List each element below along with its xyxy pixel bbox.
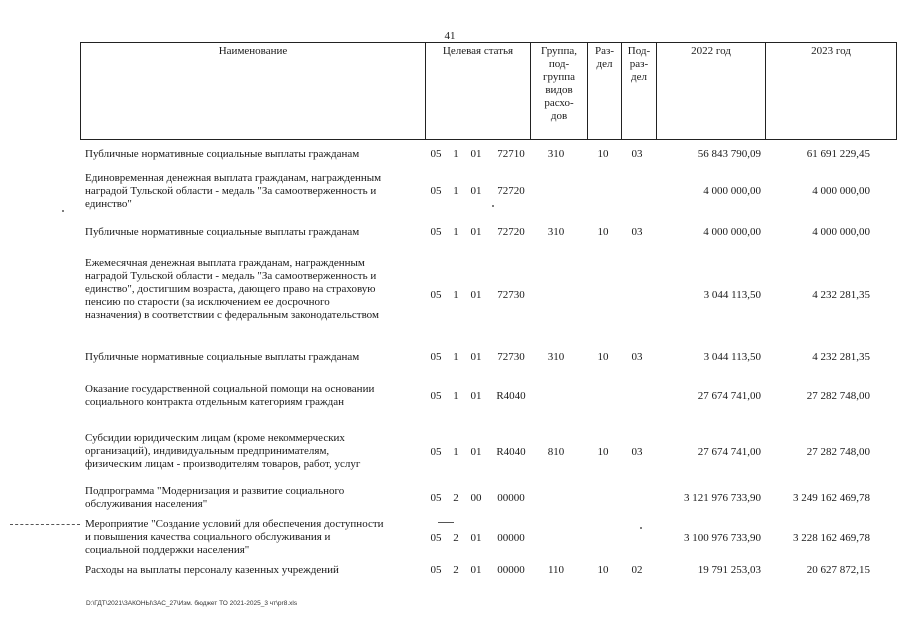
row-name-line: назначения) в соответствии с федеральным законодательством xyxy=(85,309,379,321)
cell-program: 05 xyxy=(430,532,442,544)
cell-direction: R4040 xyxy=(496,446,526,458)
cell-program: 05 xyxy=(430,351,442,363)
cell-2023: 27 282 748,00 xyxy=(806,446,870,458)
cell-2023: 4 000 000,00 xyxy=(812,226,870,238)
cell-program: 05 xyxy=(430,289,442,301)
scan-artifact-dot xyxy=(492,205,494,207)
cell-subprogram: 1 xyxy=(453,289,459,301)
cell-subprogram: 1 xyxy=(453,226,459,238)
cell-direction: 72710 xyxy=(497,148,525,160)
cell-direction: 72730 xyxy=(497,289,525,301)
cell-measure: 01 xyxy=(470,148,482,160)
table-row xyxy=(85,564,895,577)
cell-2022: 4 000 000,00 xyxy=(703,185,761,197)
cell-subprogram: 2 xyxy=(453,532,459,544)
header-group-line: видов xyxy=(545,84,573,96)
cell-2023: 3 228 162 469,78 xyxy=(793,532,870,544)
row-name-line: пенсию по старости (за исключением ее досрочного xyxy=(85,296,330,308)
row-name-line: Публичные нормативные социальные выплаты гражданам xyxy=(85,148,360,160)
cell-podrazdel: 03 xyxy=(631,351,643,363)
cell-measure: 01 xyxy=(470,351,482,363)
row-name xyxy=(85,226,425,239)
row-name xyxy=(85,148,425,161)
row-name-line: Ежемесячная денежная выплата гражданам, награжденным xyxy=(85,257,365,269)
cell-razdel: 10 xyxy=(597,446,609,458)
row-name-line: Единовременная денежная выплата гражданам, награжденным xyxy=(85,172,382,184)
cell-2023: 4 000 000,00 xyxy=(812,185,870,197)
cell-podrazdel: 03 xyxy=(631,226,643,238)
cell-2022: 56 843 790,09 xyxy=(697,148,761,160)
cell-2022: 27 674 741,00 xyxy=(697,446,761,458)
cell-2023: 4 232 281,35 xyxy=(812,289,870,301)
cell-2022: 19 791 253,03 xyxy=(697,564,761,576)
row-name-line: физическим лицам - производителям товаров, работ, услуг xyxy=(85,458,361,470)
scan-artifact-dot xyxy=(640,527,642,529)
header-group-line: под- xyxy=(548,58,570,70)
cell-razdel: 10 xyxy=(597,226,609,238)
header-group-line: дов xyxy=(550,110,568,122)
cell-2022: 4 000 000,00 xyxy=(703,226,761,238)
cell-program: 05 xyxy=(430,390,442,402)
header-razdel-line: Раз- xyxy=(594,45,614,57)
row-name xyxy=(85,432,425,471)
cell-measure: 01 xyxy=(470,446,482,458)
table-row xyxy=(85,148,895,161)
cell-subprogram: 1 xyxy=(453,148,459,160)
cell-measure: 01 xyxy=(470,532,482,544)
row-name-line: наградой Тульской области - медаль "За самоотверженность и xyxy=(85,185,377,197)
row-name-line: единство" xyxy=(85,198,132,210)
cell-razdel: 10 xyxy=(597,148,609,160)
row-name-line: Оказание государственной социальной помощи на основании xyxy=(85,383,375,395)
cell-2022: 3 121 976 733,90 xyxy=(684,492,761,504)
cell-group: 310 xyxy=(547,226,565,238)
table-row xyxy=(85,351,895,364)
cell-program: 05 xyxy=(430,492,442,504)
row-name xyxy=(85,518,425,557)
page-number: 41 xyxy=(444,30,456,42)
table-row xyxy=(85,172,895,211)
cell-subprogram: 1 xyxy=(453,351,459,363)
row-name-line: наградой Тульской области - медаль "За самоотверженность и xyxy=(85,270,377,282)
row-name xyxy=(85,351,425,364)
cell-program: 05 xyxy=(430,148,442,160)
cell-2023: 27 282 748,00 xyxy=(806,390,870,402)
scan-artifact-dot xyxy=(62,210,64,212)
cell-podrazdel: 03 xyxy=(631,148,643,160)
cell-subprogram: 1 xyxy=(453,185,459,197)
cell-podrazdel: 03 xyxy=(631,446,643,458)
cell-group: 310 xyxy=(547,148,565,160)
cell-2022: 3 100 976 733,90 xyxy=(684,532,761,544)
scan-artifact-line xyxy=(10,524,80,525)
cell-measure: 01 xyxy=(470,564,482,576)
header-podrazdel xyxy=(622,45,656,84)
cell-group: 810 xyxy=(547,446,565,458)
row-name xyxy=(85,564,425,577)
cell-measure: 01 xyxy=(470,185,482,197)
table-row xyxy=(85,257,895,322)
header-year-2023: 2023 год xyxy=(811,45,851,57)
cell-direction: 72730 xyxy=(497,351,525,363)
cell-direction: 00000 xyxy=(497,492,525,504)
cell-subprogram: 2 xyxy=(453,564,459,576)
cell-razdel: 10 xyxy=(597,351,609,363)
cell-2023: 20 627 872,15 xyxy=(806,564,870,576)
row-name-line: Публичные нормативные социальные выплаты гражданам xyxy=(85,226,360,238)
row-name-line: и повышения качества социального обслуживания и xyxy=(85,531,331,543)
header-year-2022: 2022 год xyxy=(691,45,731,57)
row-name-line: социального контракта отдельным категориям граждан xyxy=(85,396,344,408)
cell-direction: 00000 xyxy=(497,564,525,576)
scan-artifact-line xyxy=(438,522,454,523)
header-podrazdel-line: дел xyxy=(631,71,647,83)
cell-2022: 3 044 113,50 xyxy=(703,289,761,301)
header-group xyxy=(531,45,587,123)
row-name-line: Субсидии юридическим лицам (кроме некоммерческих xyxy=(85,432,345,444)
cell-measure: 01 xyxy=(470,390,482,402)
table-row xyxy=(85,432,895,471)
cell-group: 310 xyxy=(547,351,565,363)
row-name xyxy=(85,257,425,322)
row-name-line: обслуживания населения" xyxy=(85,498,208,510)
row-name-line: Мероприятие "Создание условий для обеспечения доступности xyxy=(85,518,384,530)
cell-2023: 3 249 162 469,78 xyxy=(793,492,870,504)
header-group-line: Группа, xyxy=(541,45,577,57)
cell-program: 05 xyxy=(430,185,442,197)
cell-program: 05 xyxy=(430,564,442,576)
cell-subprogram: 1 xyxy=(453,390,459,402)
cell-2023: 61 691 229,45 xyxy=(806,148,870,160)
table-row xyxy=(85,383,895,409)
row-name-line: социальной поддержки населения" xyxy=(85,544,250,556)
cell-2023: 4 232 281,35 xyxy=(812,351,870,363)
cell-measure: 01 xyxy=(470,289,482,301)
row-name-line: организаций), индивидуальным предпринимателям, xyxy=(85,445,330,457)
header-razdel-line: дел xyxy=(596,58,613,70)
row-name xyxy=(85,485,425,511)
row-name-line: единство", достигшим возраста, дающего право на страховую xyxy=(85,283,376,295)
table-row xyxy=(85,518,895,557)
row-name-line: Подпрограмма "Модернизация и развитие социального xyxy=(85,485,345,497)
row-name-line: Расходы на выплаты персоналу казенных учреждений xyxy=(85,564,339,576)
cell-2022: 27 674 741,00 xyxy=(697,390,761,402)
cell-direction: 72720 xyxy=(497,226,525,238)
cell-measure: 00 xyxy=(470,492,482,504)
footer-file-path: D:\ГДТ\2021\ЗАКОНЫ\ЗАС_27\Изм. бюджет ТО 2021-2025_3 чт\pr8.xls xyxy=(86,600,298,607)
table-row xyxy=(85,226,895,239)
cell-program: 05 xyxy=(430,446,442,458)
cell-program: 05 xyxy=(430,226,442,238)
cell-direction: 72720 xyxy=(497,185,525,197)
cell-subprogram: 2 xyxy=(453,492,459,504)
row-name xyxy=(85,172,425,211)
row-name xyxy=(85,383,425,409)
header-group-line: расхо- xyxy=(544,97,574,109)
table-row xyxy=(85,485,895,511)
header-podrazdel-line: Под- xyxy=(627,45,651,57)
cell-subprogram: 1 xyxy=(453,446,459,458)
cell-group: 110 xyxy=(547,564,565,576)
header-group-line: группа xyxy=(542,71,576,83)
row-name-line: Публичные нормативные социальные выплаты гражданам xyxy=(85,351,360,363)
cell-2022: 3 044 113,50 xyxy=(703,351,761,363)
header-razdel xyxy=(588,45,621,71)
cell-razdel: 10 xyxy=(597,564,609,576)
header-name: Наименование xyxy=(218,45,288,57)
cell-direction: 00000 xyxy=(497,532,525,544)
cell-measure: 01 xyxy=(470,226,482,238)
cell-podrazdel: 02 xyxy=(631,564,643,576)
header-podrazdel-line: раз- xyxy=(629,58,649,70)
cell-direction: R4040 xyxy=(496,390,526,402)
header-target: Целевая статья xyxy=(442,45,514,57)
table-header xyxy=(80,42,897,140)
